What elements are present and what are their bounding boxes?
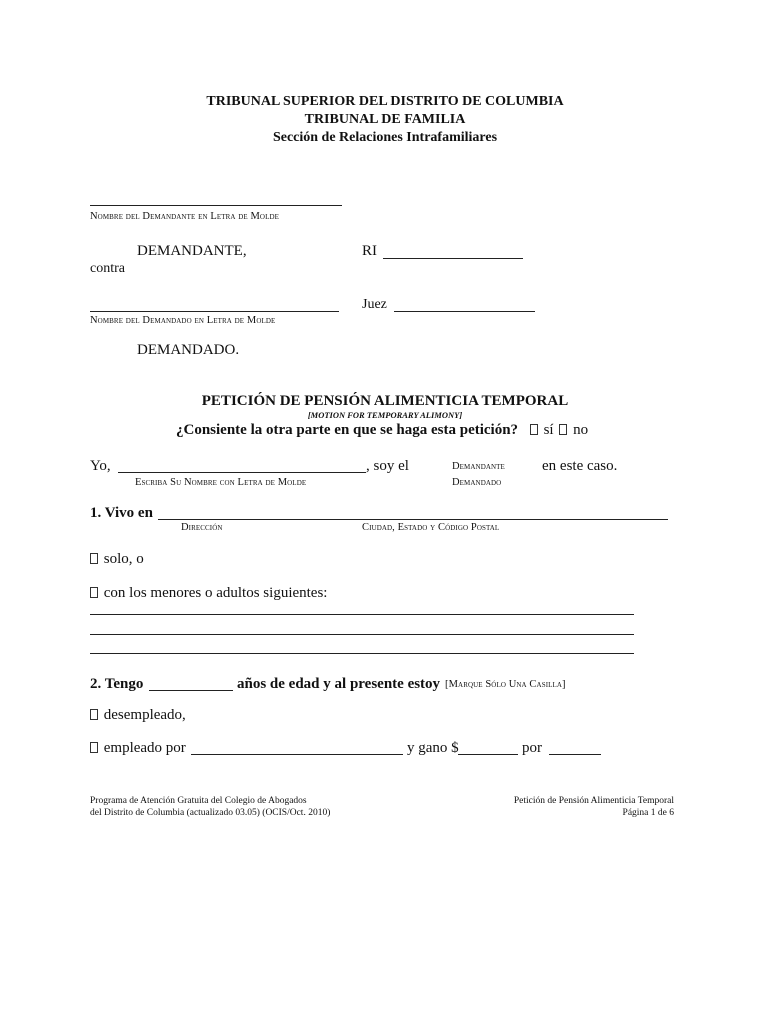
- petitioner-name-field[interactable]: [118, 472, 366, 473]
- option-plaintiff[interactable]: Demandante: [452, 461, 505, 472]
- court-name: TRIBUNAL SUPERIOR DEL DISTRITO DE COLUMBIA: [206, 94, 564, 109]
- option-unemployed-row: [88, 707, 186, 724]
- income-amount-field[interactable]: [458, 754, 518, 755]
- unemployed-checkbox[interactable]: [90, 709, 98, 720]
- footer-right: [480, 795, 674, 819]
- address-caption: Dirección: [181, 522, 223, 533]
- petition-title: PETICIÓN DE PENSIÓN ALIMENTICIA TEMPORAL: [201, 393, 569, 409]
- plaintiff-name-field[interactable]: [90, 205, 342, 206]
- petition-subtitle: [MOTION FOR TEMPORARY ALIMONY]: [307, 410, 463, 420]
- employed-checkbox[interactable]: [90, 742, 98, 753]
- court-section: Sección de Relaciones Intrafamiliares: [272, 130, 498, 145]
- footer-program: Programa de Atención Gratuita del Colegio de Abogados: [90, 796, 307, 806]
- plaintiff-name-caption: Nombre del Demandante en Letra de Molde: [90, 211, 279, 222]
- versus-label: contra: [90, 261, 125, 276]
- defendant-label: DEMANDADO.: [137, 342, 240, 358]
- petitioner-name-caption: Escriba Su Nombre con Letra de Molde: [135, 477, 307, 488]
- income-period-field[interactable]: [549, 754, 601, 755]
- defendant-name-field[interactable]: [90, 311, 339, 312]
- address-field[interactable]: [158, 519, 668, 520]
- section2-age-text: años de edad y al presente estoy: [237, 676, 441, 692]
- option-defendant[interactable]: Demandado: [452, 477, 502, 488]
- yo-label: Yo,: [90, 458, 111, 474]
- with-others-label: con los menores o adultos siguientes:: [103, 585, 328, 601]
- age-field[interactable]: [149, 690, 233, 691]
- en-este-caso-label: en este caso.: [542, 458, 618, 474]
- footer-page-number: Página 1 de 6: [622, 808, 674, 818]
- soy-el-label: , soy el: [366, 458, 409, 474]
- employer-field[interactable]: [191, 754, 403, 755]
- earn-label: y gano $: [407, 740, 459, 756]
- consent-no-label: no: [573, 422, 589, 438]
- ri-number-field[interactable]: [383, 258, 523, 259]
- consent-yes-checkbox[interactable]: [530, 424, 538, 435]
- section2-instruction: [Marque Sólo Una Casilla]: [445, 679, 566, 690]
- judge-name-field[interactable]: [394, 311, 535, 312]
- alone-checkbox[interactable]: [90, 553, 98, 564]
- household-line-1[interactable]: [90, 614, 634, 615]
- section2-tengo-label: 2. Tengo: [90, 676, 144, 692]
- per-label: por: [522, 740, 542, 756]
- footer-left: [90, 795, 330, 819]
- consent-row: [176, 422, 588, 439]
- household-line-3[interactable]: [90, 653, 634, 654]
- unemployed-label: desempleado,: [103, 707, 186, 723]
- defendant-name-caption: Nombre del Demandado en Letra de Molde: [90, 315, 276, 326]
- plaintiff-label: DEMANDANTE,: [137, 243, 247, 259]
- footer-form-title: Petición de Pensión Alimenticia Temporal: [513, 796, 674, 806]
- employed-label: empleado por: [103, 740, 186, 756]
- option-alone-row: [88, 551, 144, 568]
- consent-question: ¿Consiente la otra parte en que se haga esta petición?: [176, 422, 519, 438]
- court-division: TRIBUNAL DE FAMILIA: [304, 112, 466, 127]
- city-state-zip-caption: Ciudad, Estado y Código Postal: [362, 522, 500, 533]
- consent-yes-label: sí: [543, 422, 554, 438]
- option-employed-row: [88, 740, 186, 757]
- footer-version: del Distrito de Columbia (actualizado 03.05) (OCIS/Oct. 2010): [90, 808, 331, 818]
- alone-label: solo, o: [103, 551, 144, 567]
- judge-label: Juez: [362, 297, 387, 312]
- with-others-checkbox[interactable]: [90, 587, 98, 598]
- ri-label: RI: [362, 243, 377, 259]
- option-with-row: [88, 585, 327, 602]
- household-line-2[interactable]: [90, 634, 634, 635]
- section1-label: 1. Vivo en: [90, 505, 153, 521]
- consent-no-checkbox[interactable]: [559, 424, 567, 435]
